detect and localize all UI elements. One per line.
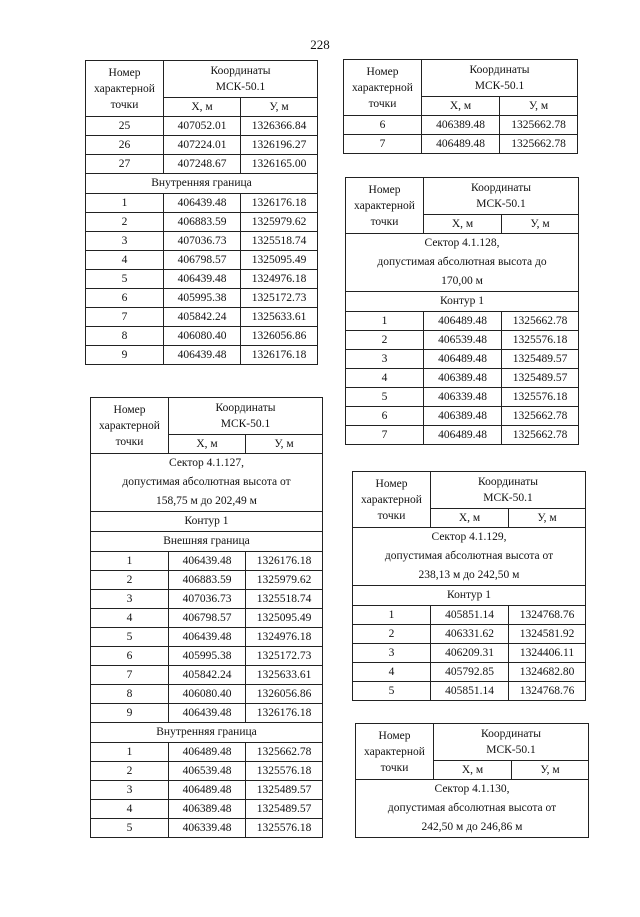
table-row <box>346 312 579 331</box>
table-row <box>86 117 318 136</box>
y-coordinate: 1325576.18 <box>246 762 323 781</box>
point-number: 7 <box>91 666 169 685</box>
point-number: 27 <box>86 155 164 174</box>
point-number: 2 <box>353 625 431 644</box>
point-number: 2 <box>91 571 169 590</box>
sector-description: Сектор 4.1.130, допустимая абсолютная высота от 242,50 м до 246,86 м <box>356 780 589 838</box>
coord-table-5 <box>352 471 586 701</box>
y-coordinate: 1325662.78 <box>502 312 579 331</box>
header-y: У, м <box>512 761 589 780</box>
x-coordinate: 405792.85 <box>431 663 509 682</box>
y-coordinate: 1324768.76 <box>509 682 586 701</box>
point-number: 4 <box>86 251 164 270</box>
y-coordinate: 1325576.18 <box>502 388 579 407</box>
y-coordinate: 1325633.61 <box>241 308 318 327</box>
x-coordinate: 406439.48 <box>169 552 246 571</box>
point-number: 1 <box>346 312 424 331</box>
y-coordinate: 1325662.78 <box>500 135 578 154</box>
point-number: 7 <box>86 308 164 327</box>
point-number: 8 <box>91 685 169 704</box>
point-number: 26 <box>86 136 164 155</box>
header-x: X, м <box>434 761 512 780</box>
x-coordinate: 405995.38 <box>164 289 241 308</box>
y-coordinate: 1325172.73 <box>246 647 323 666</box>
x-coordinate: 406080.40 <box>164 327 241 346</box>
point-number: 4 <box>353 663 431 682</box>
table-row <box>91 571 323 590</box>
point-number: 2 <box>86 213 164 232</box>
point-number: 6 <box>91 647 169 666</box>
x-coordinate: 406539.48 <box>424 331 502 350</box>
y-coordinate: 1326176.18 <box>241 194 318 213</box>
header-point-number: Номер характерной точки <box>356 724 434 780</box>
y-coordinate: 1325518.74 <box>241 232 318 251</box>
point-number: 2 <box>91 762 169 781</box>
section-label: Внешняя граница <box>91 532 323 552</box>
table-row <box>346 388 579 407</box>
header-y: У, м <box>246 435 323 454</box>
point-number: 5 <box>86 270 164 289</box>
table-row <box>346 369 579 388</box>
table-row <box>91 647 323 666</box>
point-number: 6 <box>344 116 422 135</box>
y-coordinate: 1326165.00 <box>241 155 318 174</box>
y-coordinate: 1324976.18 <box>241 270 318 289</box>
point-number: 5 <box>353 682 431 701</box>
table-row <box>353 606 586 625</box>
x-coordinate: 406489.48 <box>424 312 502 331</box>
point-number: 1 <box>91 743 169 762</box>
table-row <box>344 135 578 154</box>
x-coordinate: 407248.67 <box>164 155 241 174</box>
point-number: 3 <box>86 232 164 251</box>
table-row <box>91 704 323 723</box>
x-coordinate: 406331.62 <box>431 625 509 644</box>
y-coordinate: 1325979.62 <box>241 213 318 232</box>
point-number: 25 <box>86 117 164 136</box>
y-coordinate: 1325662.78 <box>500 116 578 135</box>
x-coordinate: 406439.48 <box>164 194 241 213</box>
contour-label: Контур 1 <box>91 512 323 532</box>
x-coordinate: 405842.24 <box>169 666 246 685</box>
coord-table-2 <box>90 397 323 838</box>
y-coordinate: 1324976.18 <box>246 628 323 647</box>
point-number: 4 <box>346 369 424 388</box>
header-x: X, м <box>164 98 241 117</box>
y-coordinate: 1325172.73 <box>241 289 318 308</box>
x-coordinate: 406883.59 <box>169 571 246 590</box>
x-coordinate: 406539.48 <box>169 762 246 781</box>
header-y: У, м <box>509 509 586 528</box>
point-number: 5 <box>346 388 424 407</box>
point-number: 6 <box>346 407 424 426</box>
header-point-number: Номер характерной точки <box>353 472 431 528</box>
y-coordinate: 1325662.78 <box>246 743 323 762</box>
point-number: 1 <box>91 552 169 571</box>
x-coordinate: 406389.48 <box>422 116 500 135</box>
table-row <box>353 644 586 663</box>
y-coordinate: 1325633.61 <box>246 666 323 685</box>
point-number: 5 <box>91 819 169 838</box>
x-coordinate: 406209.31 <box>431 644 509 663</box>
y-coordinate: 1326056.86 <box>246 685 323 704</box>
point-number: 3 <box>353 644 431 663</box>
header-point-number: Номер характерной точки <box>86 61 164 117</box>
page-number: 228 <box>310 37 330 52</box>
coord-table-4 <box>345 177 579 445</box>
table-row <box>346 407 579 426</box>
y-coordinate: 1325576.18 <box>502 331 579 350</box>
x-coordinate: 405851.14 <box>431 606 509 625</box>
header-coordinates: Координаты МСК-50.1 <box>431 472 586 509</box>
y-coordinate: 1325489.57 <box>246 800 323 819</box>
x-coordinate: 406798.57 <box>164 251 241 270</box>
y-coordinate: 1325518.74 <box>246 590 323 609</box>
y-coordinate: 1325095.49 <box>241 251 318 270</box>
header-coordinates: Координаты МСК-50.1 <box>164 61 318 98</box>
table-row <box>353 625 586 644</box>
table-row <box>346 350 579 369</box>
table-row <box>86 194 318 213</box>
x-coordinate: 406389.48 <box>169 800 246 819</box>
y-coordinate: 1324406.11 <box>509 644 586 663</box>
table-row <box>346 331 579 350</box>
coord-table-6 <box>355 723 589 838</box>
contour-label: Контур 1 <box>346 292 579 312</box>
y-coordinate: 1326196.27 <box>241 136 318 155</box>
table-row <box>91 552 323 571</box>
point-number: 1 <box>86 194 164 213</box>
point-number: 3 <box>91 781 169 800</box>
y-coordinate: 1325489.57 <box>246 781 323 800</box>
header-coordinates: Координаты МСК-50.1 <box>422 60 578 97</box>
point-number: 3 <box>91 590 169 609</box>
point-number: 2 <box>346 331 424 350</box>
y-coordinate: 1325489.57 <box>502 350 579 369</box>
y-coordinate: 1325662.78 <box>502 407 579 426</box>
table-row <box>353 682 586 701</box>
x-coordinate: 406798.57 <box>169 609 246 628</box>
y-coordinate: 1326176.18 <box>246 704 323 723</box>
x-coordinate: 407052.01 <box>164 117 241 136</box>
table-row <box>91 628 323 647</box>
x-coordinate: 406489.48 <box>169 743 246 762</box>
x-coordinate: 406339.48 <box>424 388 502 407</box>
coord-table-3 <box>343 59 578 154</box>
y-coordinate: 1325576.18 <box>246 819 323 838</box>
y-coordinate: 1326366.84 <box>241 117 318 136</box>
y-coordinate: 1326056.86 <box>241 327 318 346</box>
header-y: У, м <box>502 215 579 234</box>
header-coordinates: Координаты МСК-50.1 <box>169 398 323 435</box>
table-row <box>91 800 323 819</box>
header-point-number: Номер характерной точки <box>346 178 424 234</box>
sector-description: Сектор 4.1.128, допустимая абсолютная высота до 170,00 м <box>346 234 579 292</box>
table-row <box>91 666 323 685</box>
header-y: У, м <box>241 98 318 117</box>
header-point-number: Номер характерной точки <box>344 60 422 116</box>
table-row <box>353 663 586 682</box>
table-row <box>346 426 579 445</box>
point-number: 4 <box>91 609 169 628</box>
point-number: 5 <box>91 628 169 647</box>
x-coordinate: 405851.14 <box>431 682 509 701</box>
x-coordinate: 407224.01 <box>164 136 241 155</box>
table-row <box>91 609 323 628</box>
point-number: 9 <box>86 346 164 365</box>
point-number: 7 <box>344 135 422 154</box>
table-row <box>91 590 323 609</box>
table-row <box>86 155 318 174</box>
table-row <box>91 762 323 781</box>
point-number: 6 <box>86 289 164 308</box>
x-coordinate: 406489.48 <box>169 781 246 800</box>
table-row <box>86 346 318 365</box>
table-row <box>86 232 318 251</box>
point-number: 1 <box>353 606 431 625</box>
x-coordinate: 406439.48 <box>164 270 241 289</box>
table-row <box>86 270 318 289</box>
point-number: 3 <box>346 350 424 369</box>
header-coordinates: Координаты МСК-50.1 <box>424 178 579 215</box>
y-coordinate: 1325662.78 <box>502 426 579 445</box>
table-row <box>91 781 323 800</box>
x-coordinate: 405995.38 <box>169 647 246 666</box>
section-label: Внутренняя граница <box>91 723 323 743</box>
contour-label: Контур 1 <box>353 586 586 606</box>
sector-description: Сектор 4.1.127, допустимая абсолютная высота от 158,75 м до 202,49 м <box>91 454 323 512</box>
header-x: X, м <box>424 215 502 234</box>
point-number: 9 <box>91 704 169 723</box>
table-row <box>86 308 318 327</box>
table-row <box>86 251 318 270</box>
header-x: X, м <box>169 435 246 454</box>
x-coordinate: 406389.48 <box>424 369 502 388</box>
table-row <box>86 213 318 232</box>
table-row <box>86 289 318 308</box>
point-number: 7 <box>346 426 424 445</box>
table-row <box>86 327 318 346</box>
y-coordinate: 1324581.92 <box>509 625 586 644</box>
y-coordinate: 1324682.80 <box>509 663 586 682</box>
x-coordinate: 406439.48 <box>169 628 246 647</box>
x-coordinate: 406883.59 <box>164 213 241 232</box>
table-row <box>86 136 318 155</box>
y-coordinate: 1325095.49 <box>246 609 323 628</box>
table-row <box>91 743 323 762</box>
x-coordinate: 406339.48 <box>169 819 246 838</box>
section-label: Внутренняя граница <box>86 174 318 194</box>
table-row <box>91 819 323 838</box>
x-coordinate: 406439.48 <box>169 704 246 723</box>
x-coordinate: 407036.73 <box>169 590 246 609</box>
y-coordinate: 1325979.62 <box>246 571 323 590</box>
x-coordinate: 406389.48 <box>424 407 502 426</box>
x-coordinate: 406489.48 <box>424 350 502 369</box>
x-coordinate: 407036.73 <box>164 232 241 251</box>
x-coordinate: 406489.48 <box>422 135 500 154</box>
x-coordinate: 406080.40 <box>169 685 246 704</box>
x-coordinate: 406489.48 <box>424 426 502 445</box>
table-row <box>344 116 578 135</box>
point-number: 4 <box>91 800 169 819</box>
y-coordinate: 1325489.57 <box>502 369 579 388</box>
x-coordinate: 406439.48 <box>164 346 241 365</box>
y-coordinate: 1326176.18 <box>241 346 318 365</box>
y-coordinate: 1326176.18 <box>246 552 323 571</box>
x-coordinate: 405842.24 <box>164 308 241 327</box>
header-y: У, м <box>500 97 578 116</box>
table-row <box>91 685 323 704</box>
y-coordinate: 1324768.76 <box>509 606 586 625</box>
sector-description: Сектор 4.1.129, допустимая абсолютная высота от 238,13 м до 242,50 м <box>353 528 586 586</box>
header-coordinates: Координаты МСК-50.1 <box>434 724 589 761</box>
point-number: 8 <box>86 327 164 346</box>
header-point-number: Номер характерной точки <box>91 398 169 454</box>
header-x: X, м <box>422 97 500 116</box>
header-x: X, м <box>431 509 509 528</box>
coord-table-1 <box>85 60 318 365</box>
